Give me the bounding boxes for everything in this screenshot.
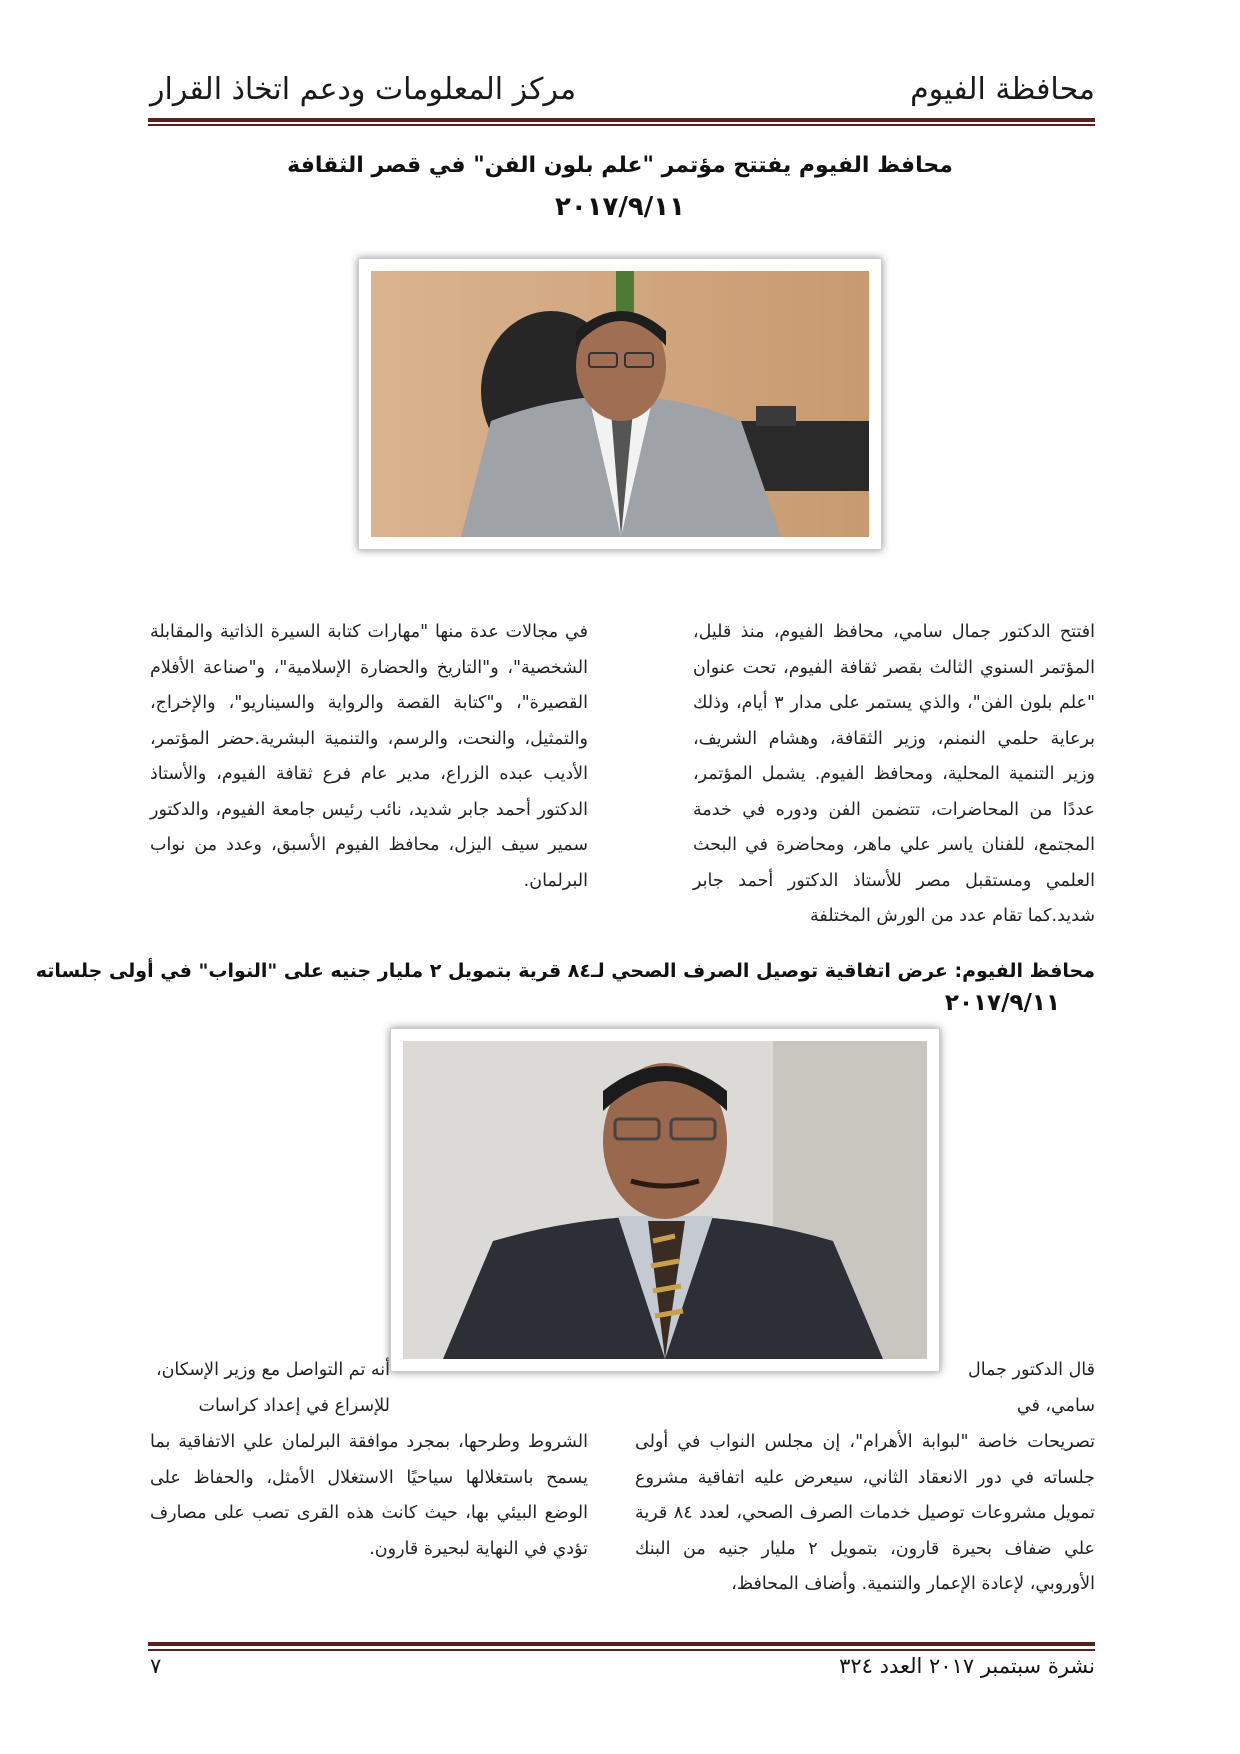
footer-divider [148, 1642, 1095, 1646]
article2-column-right-top: قال الدكتور جمال سامي، في [967, 1360, 1095, 1416]
governor-portrait-photo [403, 1041, 927, 1359]
page-number: ٧ [150, 1654, 162, 1678]
article2-title: محافظ الفيوم: عرض اتفاقية توصيل الصرف الصحي لـ٨٤ قرية بتمويل ٢ مليار جنيه على "النواب" في أولى جلساته [35, 960, 1095, 982]
article2-date: ٢٠١٧/٩/١١ [944, 990, 1060, 1016]
header-center-name: مركز المعلومات ودعم اتخاذ القرار [150, 72, 577, 107]
header-divider-thin [148, 124, 1095, 126]
header-governorate: محافظة الفيوم [910, 72, 1095, 107]
article1-date: ٢٠١٧/٩/١١ [554, 192, 686, 222]
article1-photo [358, 258, 882, 550]
article2-photo [390, 1028, 940, 1372]
article1-column-left: في مجالات عدة منها "مهارات كتابة السيرة الذاتية والمقابلة الشخصية"، و"التاريخ والحضارة الإسلامية"، و"صناعة الأفلام القصيرة"، و"كتابة القصة والرواية والسيناريو"، والإخراج، والتمثيل، والنحت، والرسم، والتنمية البشرية.حضر المؤتمر، الأديب عبده الزراع، مدير عام فرع ثقافة الفيوم، والأستاذ الدكتور أحمد جابر شديد، نائب رئيس جامعة الفيوم، والدكتور سمير سيف اليزل، محافظ الفيوم الأسبق، وعدد من نواب البرلمان. [150, 622, 588, 891]
header-divider [148, 118, 1095, 122]
article2-column-right: تصريحات خاصة "لبوابة الأهرام"، إن مجلس النواب في أولى جلساته في دور الانعقاد الثاني، سيعرض عليه اتفاقية مشروع تمويل مشروعات توصيل خدمات الصرف الصحي، لعدد ٨٤ قرية علي ضفاف بحيرة قارون، بتمويل ٢ مليار جنيه من البنك الأوروبي، لإعادة الإعمار والتنمية. وأضاف المحافظ، [635, 1432, 1095, 1594]
article1-title: محافظ الفيوم يفتتح مؤتمر "علم بلون الفن" في قصر الثقافة [287, 153, 953, 178]
footer-issue: نشرة سبتمبر ٢٠١٧ العدد ٣٢٤ [839, 1654, 1095, 1678]
article2-column-left-top: أنه تم التواصل مع وزير الإسكان، للإسراع في إعداد كراسات [155, 1360, 390, 1416]
footer-divider-thin [148, 1649, 1095, 1651]
governor-office-photo [371, 271, 869, 537]
article1-column-right: افتتح الدكتور جمال سامي، محافظ الفيوم، منذ قليل، المؤتمر السنوي الثالث بقصر ثقافة الفيوم، تحت عنوان "علم بلون الفن"، والذي يستمر على مدار ٣ أيام، وذلك برعاية حلمي النمنم، وزير الثقافة، وهشام الشريف، وزير التنمية المحلية، ومحافظ الفيوم. يشمل المؤتمر، عددًا من المحاضرات، تتضمن الفن ودوره في خدمة المجتمع، للفنان ياسر علي ماهر، ومحاضرة في البحث العلمي ومستقبل مصر للأستاذ الدكتور أحمد جابر شديد.كما تقام عدد من الورش المختلفة [693, 622, 1095, 926]
article2-column-left: الشروط وطرحها، بمجرد موافقة البرلمان علي الاتفاقية بما يسمح باستغلالها سياحيًا الاستغلال الأمثل، والحفاظ على الوضع البيئي بها، حيث كانت هذه القرى تصب على مصارف تؤدي في النهاية لبحيرة قارون. [150, 1432, 588, 1559]
